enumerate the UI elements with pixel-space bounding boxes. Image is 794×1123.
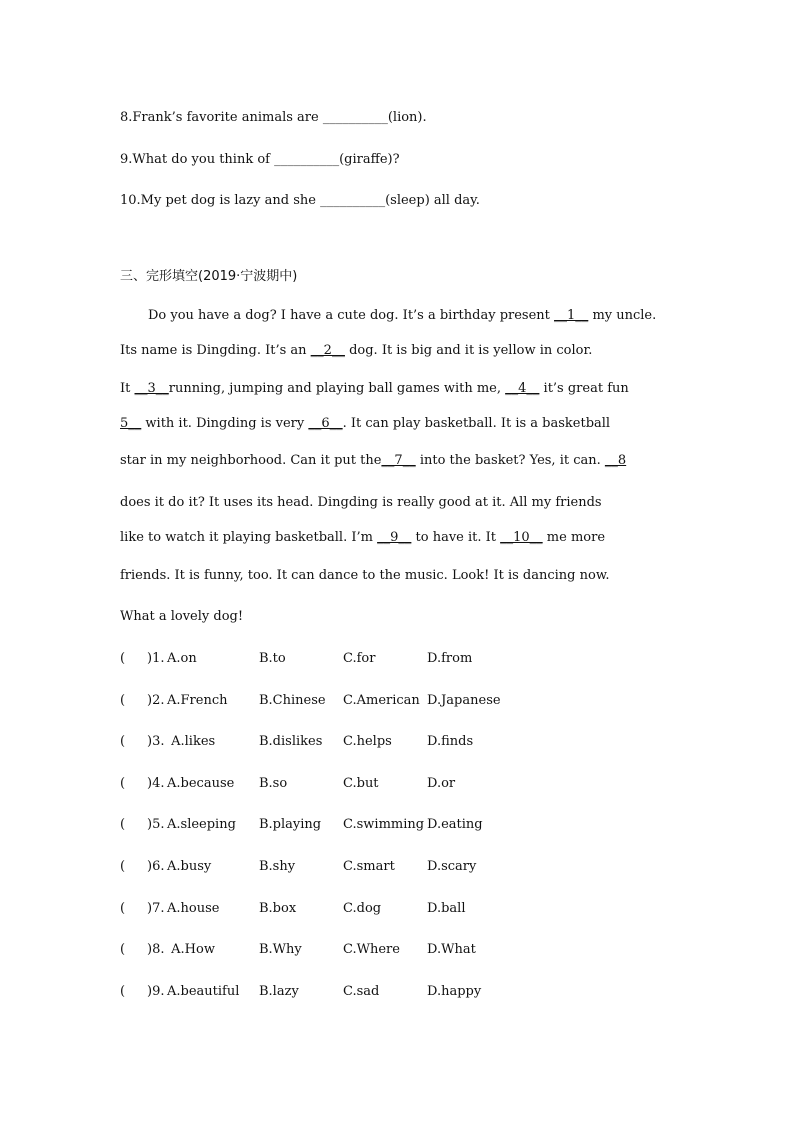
cloze-blank-2[interactable]: __2__	[310, 343, 345, 358]
hint-word: (giraffe)?	[339, 152, 400, 167]
answer-paren[interactable]: (	[120, 901, 126, 916]
option-d[interactable]: D.from	[427, 651, 473, 666]
passage-line: Do you have a dog? I have a cute dog. It’s a birthday present __1__ my uncle.	[148, 308, 657, 323]
answer-paren[interactable]: (	[120, 776, 126, 791]
passage-line: friends. It is funny, too. It can dance to the music. Look! It is dancing now.	[120, 568, 610, 583]
cloze-blank-3[interactable]: __3__	[134, 381, 169, 396]
answer-paren[interactable]: (	[120, 693, 126, 708]
choice-row-2	[120, 693, 640, 711]
option-b[interactable]: B.to	[259, 651, 286, 666]
question-number: )6.	[147, 859, 165, 874]
question-number: )3.	[147, 734, 165, 749]
choice-row-5	[120, 817, 640, 835]
option-c[interactable]: C.Where	[343, 942, 400, 957]
option-b[interactable]: B.so	[259, 776, 288, 791]
fill-in-question-8	[120, 110, 427, 125]
question-number: )4.	[147, 776, 165, 791]
passage-line: Its name is Dingding. It’s an __2__ dog. It is big and it is yellow in color.	[120, 343, 593, 358]
choice-row-4	[120, 776, 640, 794]
passage-line: It __3__running, jumping and playing ball games with me, __4__ it’s great fun	[120, 381, 629, 396]
option-b[interactable]: B.dislikes	[259, 734, 323, 749]
option-b[interactable]: B.Why	[259, 942, 302, 957]
question-text: 9.What do you think of	[120, 152, 275, 167]
cloze-blank-1[interactable]: __1__	[554, 308, 589, 323]
option-b[interactable]: B.shy	[259, 859, 296, 874]
option-a[interactable]: A.French	[167, 693, 228, 708]
option-d[interactable]: D.or	[427, 776, 456, 791]
option-a[interactable]: A.house	[167, 901, 220, 916]
choice-row-6	[120, 859, 640, 877]
cloze-blank-7[interactable]: __7__	[381, 453, 416, 468]
option-c[interactable]: C.smart	[343, 859, 395, 874]
option-d[interactable]: D.eating	[427, 817, 483, 832]
question-number: )5.	[147, 817, 165, 832]
option-c[interactable]: C.for	[343, 651, 376, 666]
passage-line: like to watch it playing basketball. I’m __9__ to have it. It __10__ me more	[120, 530, 606, 545]
cloze-blank-10[interactable]: __10__	[500, 530, 543, 545]
passage-line: 5__ with it. Dingding is very __6__. It can play basketball. It is a basketball	[120, 416, 611, 431]
question-number: )1.	[147, 651, 165, 666]
answer-paren[interactable]: (	[120, 817, 126, 832]
passage-line: does it do it? It uses its head. Dingding is really good at it. All my friends	[120, 495, 602, 510]
answer-blank[interactable]: __________	[322, 110, 388, 125]
cloze-blank-6[interactable]: __6__	[308, 416, 343, 431]
option-d[interactable]: D.happy	[427, 984, 482, 999]
option-d[interactable]: D.What	[427, 942, 476, 957]
option-c[interactable]: C.but	[343, 776, 379, 791]
answer-blank[interactable]: __________	[274, 152, 340, 167]
option-a[interactable]: A.How	[167, 942, 215, 957]
option-c[interactable]: C.helps	[343, 734, 392, 749]
answer-paren[interactable]: (	[120, 984, 126, 999]
cloze-blank-4[interactable]: __4__	[505, 381, 540, 396]
option-d[interactable]: D.ball	[427, 901, 466, 916]
hint-word: (lion).	[387, 110, 427, 125]
choice-row-9	[120, 984, 640, 1002]
option-b[interactable]: B.box	[259, 901, 297, 916]
fill-in-question-9	[120, 152, 400, 167]
section-heading: 三、完形填空(2019·宁波期中)	[120, 269, 298, 284]
question-text: 10.My pet dog is lazy and she	[120, 193, 321, 208]
fill-in-question-10	[120, 193, 480, 208]
cloze-blank-8[interactable]: __8	[604, 453, 627, 468]
option-b[interactable]: B.playing	[259, 817, 322, 832]
option-a[interactable]: A.beautiful	[167, 984, 240, 999]
question-number: )7.	[147, 901, 165, 916]
option-b[interactable]: B.Chinese	[259, 693, 326, 708]
option-d[interactable]: D.finds	[427, 734, 474, 749]
question-number: )2.	[147, 693, 165, 708]
question-number: )9.	[147, 984, 165, 999]
answer-paren[interactable]: (	[120, 859, 126, 874]
option-b[interactable]: B.lazy	[259, 984, 299, 999]
cloze-blank-9[interactable]: __9__	[377, 530, 412, 545]
question-text: 8.Frank’s favorite animals are	[120, 110, 323, 125]
choice-row-3	[120, 734, 640, 752]
option-a[interactable]: A.sleeping	[167, 817, 236, 832]
question-number: )8.	[147, 942, 165, 957]
answer-paren[interactable]: (	[120, 734, 126, 749]
option-a[interactable]: A.busy	[167, 859, 212, 874]
answer-blank[interactable]: __________	[320, 193, 386, 208]
option-c[interactable]: C.swimming	[343, 817, 425, 832]
choice-row-8	[120, 942, 640, 960]
hint-word: (sleep) all day.	[385, 193, 480, 208]
option-a[interactable]: A.on	[167, 651, 197, 666]
option-c[interactable]: C.sad	[343, 984, 380, 999]
option-a[interactable]: A.likes	[167, 734, 216, 749]
option-c[interactable]: C.dog	[343, 901, 382, 916]
cloze-blank-5[interactable]: 5__	[120, 416, 142, 431]
answer-paren[interactable]: (	[120, 942, 126, 957]
choice-row-7	[120, 901, 640, 919]
option-d[interactable]: D.Japanese	[427, 693, 501, 708]
answer-paren[interactable]: (	[120, 651, 126, 666]
passage-line: What a lovely dog!	[120, 609, 244, 624]
option-c[interactable]: C.American	[343, 693, 420, 708]
option-a[interactable]: A.because	[167, 776, 235, 791]
passage-line: star in my neighborhood. Can it put the__7__ into the basket? Yes, it can. __8	[120, 453, 627, 468]
choice-row-1	[120, 651, 640, 669]
option-d[interactable]: D.scary	[427, 859, 477, 874]
